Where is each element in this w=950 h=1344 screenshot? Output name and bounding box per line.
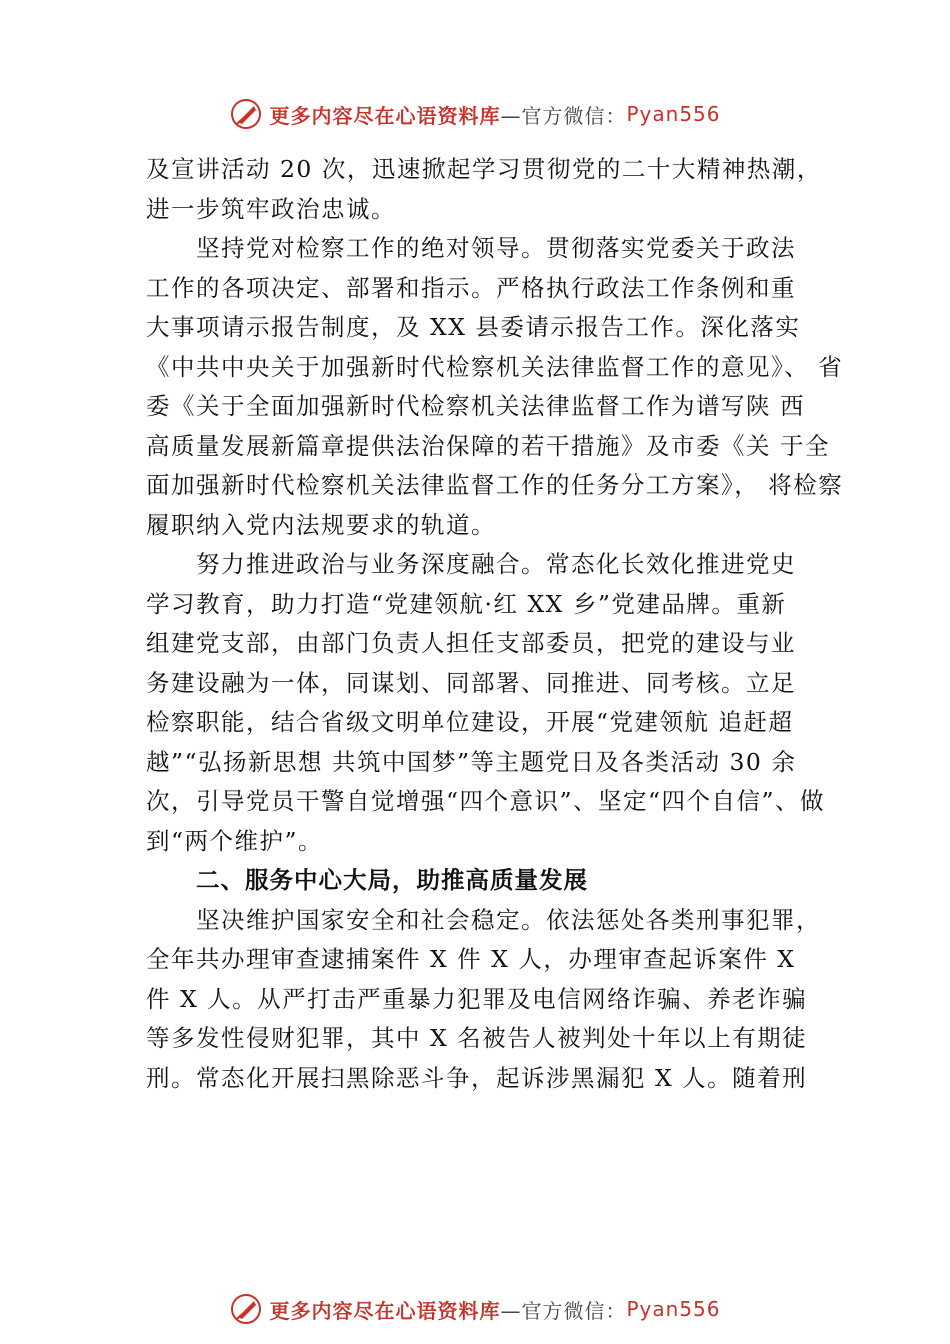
text-line: 履职纳入党内法规要求的轨道。 [146,510,496,539]
text-line: 大事项请示报告制度，及 XX 县委请示报告工作。深化落实 [146,313,801,341]
text-line: 《中共中央关于加强新时代检察机关法律监督工作的意见》、 省 [146,352,844,381]
watermark-sub-text: —官方微信： [500,103,627,128]
section-heading: 二、服务中心大局，助推高质量发展 [196,866,588,894]
text-line: 委《关于全面加强新时代检察机关法律监督工作为谱写陕 西 [146,392,805,420]
text-line: 进一步筑牢政治忠诚。 [146,194,396,223]
watermark-header [0,94,950,134]
paragraph-start-line: 努力推进政治与业务深度融合。常态化长效化推进党史 [196,550,796,578]
text-line: 工作的各项决定、部署和指示。严格执行政法工作条例和重 [146,273,796,302]
watermark-main-text: 更多内容尽在心语资料库 [269,1298,501,1323]
document-body [146,150,844,1098]
watermark-main-text: 更多内容尽在心语资料库 [269,103,501,128]
text-line: 刑。常态化开展扫黑除恶斗争，起诉涉黑漏犯 X 人。随着刑 [146,1063,808,1092]
text-line: 越”“弘扬新思想 共筑中国梦”等主题党日及各类活动 30 余 [146,747,797,776]
text-line: 等多发性侵财犯罪，其中 X 名被告人被判处十年以上有期徒 [146,1024,808,1052]
text-line: 件 X 人。从严打击严重暴力犯罪及电信网络诈骗、养老诈骗 [146,984,808,1013]
text-line: 次，引导党员干警自觉增强“四个意识”、坚定“四个自信”、做 [146,787,826,815]
watermark-handle: Pyan556 [626,1297,721,1321]
watermark-sub-text: —官方微信： [500,1298,627,1323]
quill-logo-icon [229,1292,263,1326]
text-line: 务建设融为一体，同谋划、同部署、同推进、同考核。立足 [146,668,796,697]
text-line: 全年共办理审查逮捕案件 X 件 X 人，办理审查起诉案件 X [146,945,796,973]
text-line: 面加强新时代检察机关法律监督工作的任务分工方案》， 将检察 [146,471,844,499]
quill-logo-icon [229,97,263,131]
text-line: 及宣讲活动 20 次，迅速掀起学习贯彻党的二十大精神热潮， [146,155,822,183]
paragraph-start-line: 坚决维护国家安全和社会稳定。依法惩处各类刑事犯罪， [196,905,821,934]
text-line: 检察职能，结合省级文明单位建设，开展“党建领航 追赶超 [146,708,794,736]
text-line: 高质量发展新篇章提供法治保障的若干措施》及市委《关 于全 [146,431,830,460]
text-line: 学习教育，助力打造“党建领航·红 XX 乡”党建品牌。重新 [146,589,787,618]
watermark-handle: Pyan556 [626,102,721,126]
text-line: 组建党支部，由部门负责人担任支部委员，把党的建设与业 [146,629,796,657]
text-line: 到“两个维护”。 [146,826,324,855]
watermark-footer [0,1289,950,1329]
paragraph-start-line: 坚持党对检察工作的绝对领导。贯彻落实党委关于政法 [196,234,796,262]
